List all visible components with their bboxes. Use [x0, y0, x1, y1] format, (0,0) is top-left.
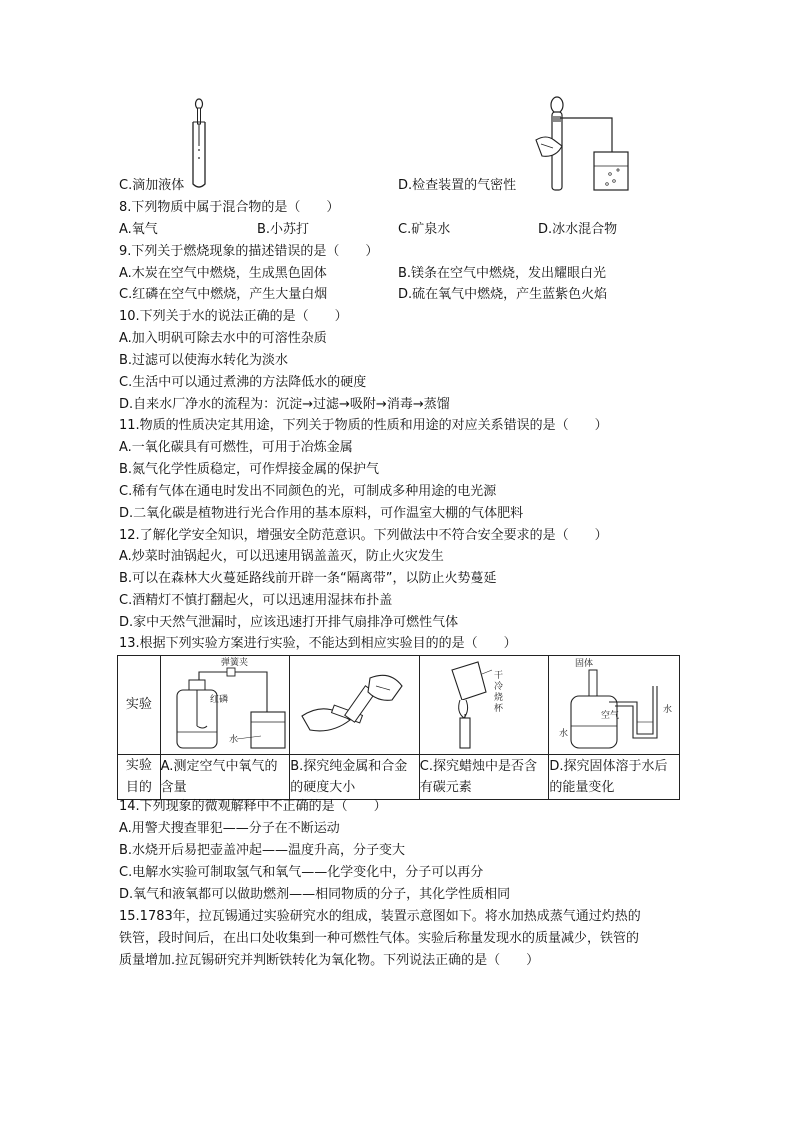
scratching-metal-figure: [290, 656, 420, 754]
clamp-label: 弹簧夹: [220, 658, 248, 668]
q12-option-a: A.炒菜时油锅起火，可以迅速用锅盖盖灭，防止火灾发生: [119, 549, 444, 564]
q10-option-c: C.生活中可以通过煮沸的方法降低水的硬度: [119, 375, 367, 390]
question-11-stem: 11.物质的性质决定其用途，下列关于物质的性质和用途的对应关系错误的是（ ）: [119, 418, 608, 433]
q10-option-d: D.自来水厂净水的流程为：沉淀→过滤→吸附→消毒→蒸馏: [119, 397, 450, 412]
q9-option-b: B.镁条在空气中燃烧，发出耀眼白光: [398, 266, 607, 281]
figure-cell-b: [290, 656, 420, 755]
water-label-d1: 水: [559, 729, 569, 739]
q9-option-a: A.木炭在空气中燃烧，生成黑色固体: [119, 266, 327, 281]
q12-option-d: D.家中天然气泄漏时，应该迅速打开排气扇排净可燃性气体: [119, 615, 459, 630]
figure-cell-c: [419, 656, 549, 755]
purpose-row-header: [118, 755, 161, 800]
candle-cold-beaker-figure: [420, 656, 550, 754]
q11-option-d: D.二氧化碳是植物进行光合作用的基本原料，可作温室大棚的气体肥料: [119, 506, 524, 521]
water-label-a: 水: [228, 735, 238, 745]
q8-option-a: A.氧气: [119, 222, 158, 237]
q12-option-c: C.酒精灯不慎打翻起火，可以迅速用湿抹布扑盖: [119, 593, 393, 608]
q13-option-a: A.测定空气中氧气的含量: [160, 755, 290, 800]
question-13-stem: 13.根据下列实验方案进行实验，不能达到相应实验目的的是（ ）: [119, 636, 517, 651]
red-phosphorus-label: 红磷: [209, 695, 228, 705]
question-15-line-3: 质量增加.拉瓦锡研究并判断铁转化为氧化物。下列说法正确的是（ ）: [119, 953, 540, 968]
solid-dissolving-u-tube-figure: [549, 656, 680, 754]
q13-option-c: C.探究蜡烛中是否含有碳元素: [419, 755, 549, 800]
purpose-header-line-2: 目的: [125, 780, 152, 795]
q8-option-d: D.冰水混合物: [538, 222, 618, 237]
question-14-stem: 14.下列现象的微观解释中不正确的是（ ）: [119, 799, 387, 814]
q8-option-c: C.矿泉水: [398, 222, 451, 237]
q11-option-c: C.稀有气体在通电时发出不同颜色的光，可制成多种用途的电光源: [119, 484, 497, 499]
question-12-stem: 12.了解化学安全知识，增强安全防范意识。下列做法中不符合安全要求的是（ ）: [119, 528, 608, 543]
q13-option-d: D.探究固体溶于水后的能量变化: [549, 755, 680, 800]
airtightness-check-figure: [532, 96, 634, 192]
purpose-header-line-1: 实验: [125, 758, 152, 773]
q11-option-a: A.一氧化碳具有可燃性，可用于冶炼金属: [119, 440, 353, 455]
q8-option-b: B.小苏打: [257, 222, 310, 237]
q9-option-c: C.红磷在空气中燃烧，产生大量白烟: [119, 287, 328, 302]
q10-option-a: A.加入明矾可除去水中的可溶性杂质: [119, 331, 327, 346]
option-d-airtightness: D.检查装置的气密性: [398, 178, 517, 193]
cold-beaker-label-1: 干: [493, 671, 503, 681]
q14-option-a: A.用警犬搜查罪犯——分子在不断运动: [119, 821, 340, 836]
dropper-test-tube-figure: [186, 98, 216, 190]
q9-option-d: D.硫在氧气中燃烧，产生蓝紫色火焰: [398, 287, 608, 302]
figure-cell-a: [160, 656, 290, 755]
experiment-figure-row: [118, 656, 680, 755]
option-c-dropping-liquid: C.滴加液体: [119, 178, 185, 193]
water-label-d2: 水: [663, 705, 673, 715]
cold-beaker-label-2: 冷: [493, 682, 503, 692]
experiment-row-header: 实验: [118, 656, 161, 755]
q12-option-b: B.可以在森林大火蔓延路线前开辟一条“隔离带”，以防止火势蔓延: [119, 571, 497, 586]
q11-option-b: B.氮气化学性质稳定，可作焊接金属的保护气: [119, 462, 380, 477]
q14-option-b: B.水烧开后易把壶盖冲起——温度升高，分子变大: [119, 843, 406, 858]
q10-option-b: B.过滤可以使海水转化为淡水: [119, 353, 289, 368]
q13-option-b: B.探究纯金属和合金的硬度大小: [290, 755, 420, 800]
experiment-table: [117, 655, 680, 800]
question-10-stem: 10.下列关于水的说法正确的是（ ）: [119, 309, 348, 324]
cold-beaker-label-3: 烧: [493, 693, 503, 703]
question-15-line-2: 铁管，段时间后，在出口处收集到一种可燃性气体。实验后称量发现水的质量减少，铁管的: [119, 931, 640, 946]
figure-cell-d: [549, 656, 680, 755]
question-15-line-1: 15.1783年，拉瓦锡通过实验研究水的组成，装置示意图如下。将水加热成蒸气通过灼热的: [119, 909, 641, 924]
cold-beaker-label-4: 杯: [493, 704, 503, 714]
q14-option-c: C.电解水实验可制取氢气和氧气——化学变化中，分子可以再分: [119, 865, 484, 880]
solid-label: 固体: [575, 659, 594, 669]
q14-option-d: D.氧气和液氧都可以做助燃剂——相同物质的分子，其化学性质相同: [119, 887, 511, 902]
question-8-stem: 8.下列物质中属于混合物的是（ ）: [119, 200, 340, 215]
oxygen-content-apparatus-figure: [161, 656, 291, 754]
air-label: 空气: [601, 711, 620, 721]
experiment-purpose-row: [118, 755, 680, 800]
question-9-stem: 9.下列关于燃烧现象的描述错误的是（ ）: [119, 244, 379, 259]
